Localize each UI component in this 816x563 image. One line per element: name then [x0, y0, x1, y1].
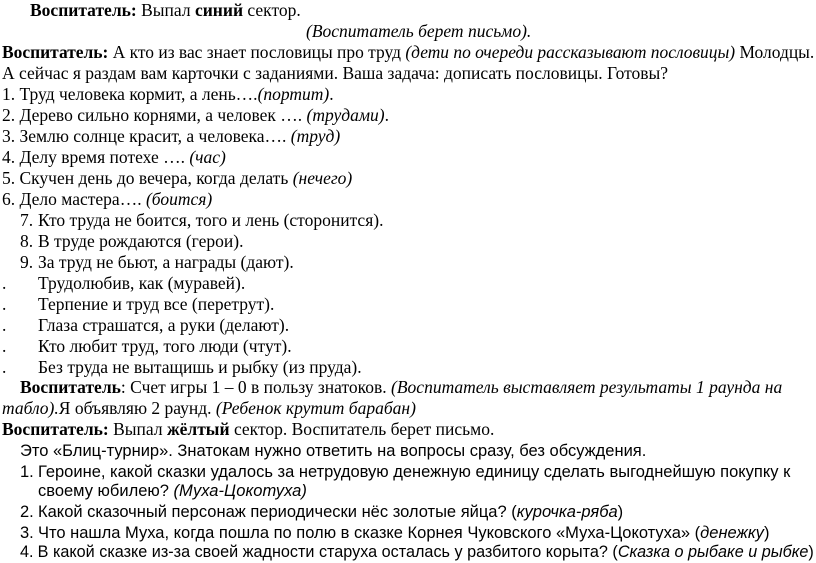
proverb-item [2, 147, 226, 168]
proverb-answer: (трудами) [306, 105, 385, 125]
proverb-number: . [2, 315, 7, 335]
blitz-text: своему юбилею? [38, 482, 174, 500]
proverb-item [2, 357, 362, 378]
intro-note [306, 21, 531, 42]
score-italic: табло). [2, 398, 59, 418]
score-line1 [20, 377, 782, 398]
proverb-text: Кто любит труд, того люди (чтут). [38, 336, 292, 356]
para1-italic: (дети по очереди рассказывают пословицы) [405, 42, 736, 62]
blitz-item [20, 502, 623, 523]
para1-line2: А сейчас я раздам вам карточки с заданиями. Ваша задача: дописать пословицы. Готовы? [2, 63, 669, 83]
blitz-text: Какой сказочный персонаж периодически нёс золотые яйца? ( [38, 503, 517, 521]
score-text: Я объявляю 2 раунд. [58, 398, 216, 418]
sector-color: жёлтый [166, 419, 230, 439]
blitz-answer: денежку [700, 524, 764, 542]
speaker-label: Воспитатель: [30, 0, 137, 20]
proverb-answer: (час) [189, 147, 226, 167]
blitz-tail: ) [617, 503, 624, 521]
second-text-2: сектор. Воспитатель берет письмо. [229, 419, 495, 439]
speaker-label: Воспитатель [20, 377, 121, 397]
proverb-item [2, 105, 389, 126]
intro-line [30, 0, 301, 21]
proverb-number: 9. [20, 252, 34, 272]
blitz-text: Что нашла Муха, когда пошла по полю в сказке Корнея Чуковского «Муха-Цокотуха» ( [38, 524, 701, 542]
proverb-answer: (нечего) [292, 168, 353, 188]
proverb-tail: . [329, 84, 334, 104]
blitz-tail: ) [763, 524, 770, 542]
para1-line1 [2, 42, 814, 63]
speaker-label: Воспитатель: [2, 42, 109, 62]
proverb-text: Кто труда не боится, того и лень (сторонится). [38, 210, 384, 230]
proverb-item [20, 252, 294, 273]
proverb-text: Терпение и труд все (перетрут). [38, 294, 275, 314]
blitz-number: 3. [20, 524, 34, 542]
proverb-number: 7. [20, 210, 34, 230]
blitz-text: Героине, какой сказки удалось за нетрудовую денежную единицу сделать выгоднейшую покупку к [38, 463, 791, 481]
score-italic: (Воспитатель выставляет результаты 1 раунда на [391, 377, 783, 397]
intro-note-text: (Воспитатель берет письмо). [306, 21, 532, 41]
proverb-number: . [2, 336, 7, 356]
blitz-answer: Сказка о рыбаке и рыбке [617, 543, 809, 561]
blitz-tail: ) [808, 543, 814, 561]
score-italic: (Ребенок крутит барабан) [215, 398, 416, 418]
proverb-text: В труде рождаются (герои). [38, 231, 244, 251]
second-sector-line [2, 419, 494, 440]
blitz-number: 4. [20, 543, 34, 561]
proverb-text: 1. Труд человека кормит, а лень…. [2, 84, 258, 104]
proverb-number: . [2, 273, 7, 293]
blitz-item [20, 542, 814, 563]
proverb-text: За труд не бьют, а награды (дают). [38, 252, 294, 272]
proverb-number: . [2, 294, 7, 314]
blitz-number: 2. [20, 503, 34, 521]
proverb-item [2, 315, 289, 336]
proverb-item [20, 231, 243, 252]
sector-color: синий [194, 0, 244, 20]
speaker-label: Воспитатель: [2, 419, 109, 439]
blitz-answer: (Муха-Цокотуха) [173, 482, 307, 500]
proverb-tail: . [384, 105, 389, 125]
blitz-item-cont [38, 481, 307, 502]
intro-text-2: сектор. [243, 0, 301, 20]
blitz-intro: Это «Блиц-турнир». Знатокам нужно ответить на вопросы сразу, без обсуждения. [20, 442, 647, 460]
score-text: : Счет игры 1 – 0 в пользу знатоков. [120, 377, 392, 397]
blitz-item [20, 523, 769, 544]
proverb-item [20, 210, 383, 231]
proverb-text: Трудолюбив, как (муравей). [38, 273, 246, 293]
blitz-number: 1. [20, 463, 34, 481]
score-line2 [2, 398, 416, 419]
blitz-item [20, 462, 790, 483]
intro-text-1: Выпал [136, 0, 195, 20]
second-text-1: Выпал [108, 419, 167, 439]
blitz-text: В какой сказке из-за своей жадности старуха осталась у разбитого корыта? ( [37, 543, 618, 561]
proverb-text: 6. Дело мастера…. [2, 189, 146, 209]
proverb-text: 5. Скучен день до вечера, когда делать [2, 168, 293, 188]
proverb-answer: (труд) [290, 126, 341, 146]
proverb-answer: (портит) [257, 84, 330, 104]
proverb-number: . [2, 357, 7, 377]
proverb-text: 2. Дерево сильно корнями, а человек …. [2, 105, 307, 125]
para1-text-2: Молодцы. [735, 42, 815, 62]
proverb-item [2, 168, 352, 189]
proverb-number: 8. [20, 231, 34, 251]
proverb-item [2, 126, 340, 147]
proverb-item [2, 189, 212, 210]
proverb-text: Глаза страшатся, а руки (делают). [38, 315, 290, 335]
proverb-item [2, 273, 245, 294]
proverb-text: 3. Землю солнце красит, а человека…. [2, 126, 291, 146]
proverb-text: Без труда не вытащишь и рыбку (из пруда). [38, 357, 362, 377]
proverb-answer: (боится) [145, 189, 213, 209]
proverb-item [2, 84, 334, 105]
para1-text-1: А кто из вас знает пословицы про труд [108, 42, 406, 62]
proverb-item [2, 294, 274, 315]
proverb-item [2, 336, 292, 357]
blitz-answer: курочка-ряба [516, 503, 618, 521]
proverb-text: 4. Делу время потехе …. [2, 147, 190, 167]
